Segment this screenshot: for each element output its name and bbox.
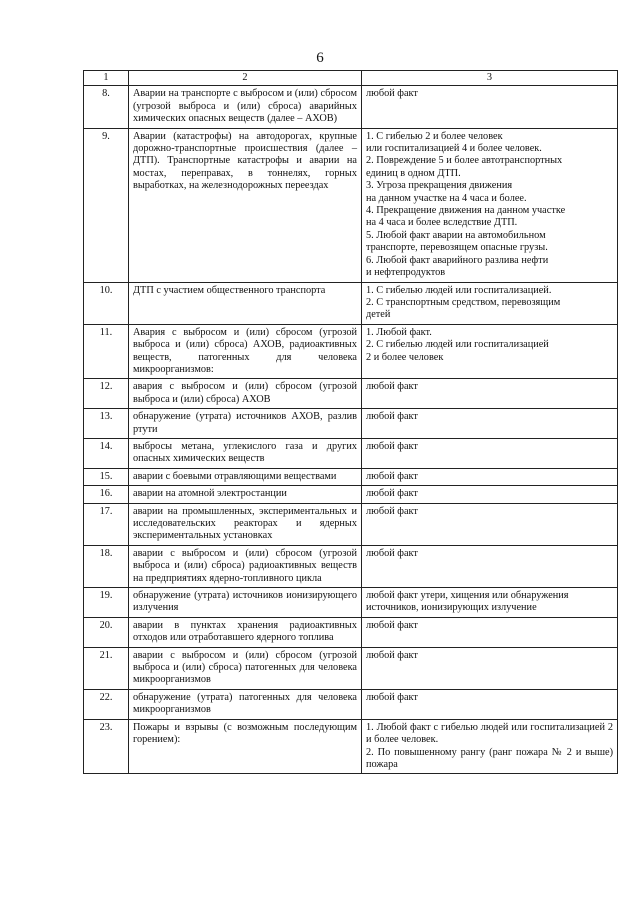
row-number: 19. — [84, 588, 129, 618]
incident-description: обнаружение (утрата) источников ионизирующего излучения — [129, 588, 362, 618]
incident-criteria-table — [83, 70, 618, 774]
criteria-line: на данном участке на 4 часа и более. — [366, 192, 527, 204]
row-number: 11. — [84, 324, 129, 379]
reporting-criteria — [362, 588, 618, 618]
table-row — [84, 689, 618, 719]
incident-description: аварии в пунктах хранения радиоактивных отходов или отработавшего ядерного топлива — [129, 617, 362, 647]
criteria-line: транспорте, перевозящем опасные грузы. — [366, 242, 548, 254]
incident-description: ДТП с участием общественного транспорта — [129, 282, 362, 324]
criteria-line: 2. С транспортным средством, перевозящим — [366, 296, 561, 308]
table-row — [84, 86, 618, 128]
criteria-line: 5. Любой факт аварии на автомобильном — [366, 229, 546, 241]
criteria-line: любой факт — [366, 547, 418, 559]
row-number: 18. — [84, 545, 129, 587]
criteria-line: любой факт — [366, 505, 418, 517]
incident-description: аварии с выбросом и (или) сбросом (угрозой выброса и (или) сброса) радиоактивных веществ на предприятиях ядерно-топливного цикла — [129, 545, 362, 587]
incident-description: Пожары и взрывы (с возможным последующим горением): — [129, 719, 362, 774]
table-row — [84, 438, 618, 468]
criteria-line: любой факт — [366, 619, 418, 631]
criteria-line: 1. С гибелью людей или госпитализацией. — [366, 284, 552, 296]
incident-description: аварии на атомной электростанции — [129, 486, 362, 503]
incident-description: аварии с боевыми отравляющими веществами — [129, 468, 362, 485]
criteria-line: единиц в одном ДТП. — [366, 167, 461, 179]
table-row — [84, 468, 618, 485]
row-number: 20. — [84, 617, 129, 647]
row-number: 17. — [84, 503, 129, 545]
reporting-criteria — [362, 379, 618, 409]
incident-description: выбросы метана, углекислого газа и других опасных химических веществ — [129, 438, 362, 468]
incident-description: Авария с выбросом и (или) сбросом (угрозой выброса и (или) сброса) АХОВ, радиоактивных веществ, патогенных для человека микроорганизмов: — [129, 324, 362, 379]
table-row — [84, 503, 618, 545]
table-row — [84, 128, 618, 282]
criteria-line: или госпитализацией 4 и более человек. — [366, 143, 542, 155]
row-number: 15. — [84, 468, 129, 485]
criteria-line: детей — [366, 309, 391, 321]
table-row — [84, 379, 618, 409]
column-header: 1 — [84, 71, 129, 86]
table-header-row — [84, 71, 618, 86]
criteria-line: 2. По повышенному рангу (ранг пожара № 2 и выше) пожара — [366, 746, 613, 770]
incident-description: обнаружение (утрата) источников АХОВ, разлив ртути — [129, 409, 362, 439]
incident-description: Аварии (катастрофы) на автодорогах, крупные дорожно-транспортные происшествия (далее – ДТП). Транспортные катастрофы и аварии на мостах, переправах, в тоннелях, горных выработках, на железнодорожных переездах — [129, 128, 362, 282]
criteria-line: и нефтепродуктов — [366, 267, 446, 279]
criteria-line: любой факт — [366, 691, 418, 703]
criteria-line: 2 и более человек — [366, 351, 444, 363]
criteria-line: любой факт — [366, 411, 418, 423]
row-number: 12. — [84, 379, 129, 409]
reporting-criteria — [362, 282, 618, 324]
row-number: 10. — [84, 282, 129, 324]
incident-description: обнаружение (утрата) патогенных для человека микроорганизмов — [129, 689, 362, 719]
incident-description: аварии на промышленных, экспериментальных и исследовательских реакторах и ядерных экспериментальных установках — [129, 503, 362, 545]
reporting-criteria — [362, 324, 618, 379]
row-number: 21. — [84, 647, 129, 689]
reporting-criteria — [362, 617, 618, 647]
column-header: 3 — [362, 71, 618, 86]
reporting-criteria — [362, 545, 618, 587]
criteria-line: любой факт — [366, 440, 418, 452]
criteria-line: 2. С гибелью людей или госпитализацией — [366, 339, 549, 351]
criteria-line: 2. Повреждение 5 и более автотранспортных — [366, 155, 563, 167]
criteria-line: любой факт — [366, 649, 418, 661]
reporting-criteria — [362, 719, 618, 774]
table-row — [84, 588, 618, 618]
incident-description: авария с выбросом и (или) сбросом (угрозой выброса и (или) сброса) АХОВ — [129, 379, 362, 409]
table-row — [84, 324, 618, 379]
row-number: 8. — [84, 86, 129, 128]
criteria-line: любой факт — [366, 470, 418, 482]
table-row — [84, 545, 618, 587]
criteria-line: 6. Любой факт аварийного разлива нефти — [366, 254, 549, 266]
row-number: 16. — [84, 486, 129, 503]
reporting-criteria — [362, 647, 618, 689]
criteria-line: на 4 часа и более вследствие ДТП. — [366, 217, 518, 229]
row-number: 14. — [84, 438, 129, 468]
criteria-line: 3. Угроза прекращения движения — [366, 180, 513, 192]
reporting-criteria — [362, 86, 618, 128]
reporting-criteria — [362, 503, 618, 545]
criteria-line: 4. Прекращение движения на данном участке — [366, 205, 566, 217]
criteria-line: любой факт — [366, 488, 418, 500]
row-number: 23. — [84, 719, 129, 774]
criteria-line: 1. С гибелью 2 и более человек — [366, 130, 503, 142]
incident-description: Аварии на транспорте с выбросом и (или) сбросом (угрозой выброса и (или) сброса) аварийных химических опасных веществ (далее – АХОВ) — [129, 86, 362, 128]
table-row — [84, 617, 618, 647]
page-number: 6 — [316, 50, 324, 66]
reporting-criteria — [362, 486, 618, 503]
table-row — [84, 719, 618, 774]
table-row — [84, 282, 618, 324]
reporting-criteria — [362, 128, 618, 282]
reporting-criteria — [362, 438, 618, 468]
criteria-line: источников, ионизирующих излучение — [366, 602, 537, 614]
incident-description: аварии с выбросом и (или) сбросом (угрозой выброса и (или) сброса) патогенных для человека микроорганизмов — [129, 647, 362, 689]
column-header: 2 — [129, 71, 362, 86]
criteria-line: любой факт — [366, 381, 418, 393]
criteria-line: 1. Любой факт с гибелью людей или госпитализацией 2 и более человек. — [366, 721, 613, 746]
row-number: 9. — [84, 128, 129, 282]
reporting-criteria — [362, 689, 618, 719]
table-row — [84, 409, 618, 439]
criteria-line: любой факт утери, хищения или обнаружения — [366, 590, 569, 602]
criteria-line: любой факт — [366, 88, 418, 100]
table-row — [84, 647, 618, 689]
reporting-criteria — [362, 468, 618, 485]
row-number: 13. — [84, 409, 129, 439]
reporting-criteria — [362, 409, 618, 439]
criteria-line: 1. Любой факт. — [366, 326, 432, 338]
table-row — [84, 486, 618, 503]
row-number: 22. — [84, 689, 129, 719]
